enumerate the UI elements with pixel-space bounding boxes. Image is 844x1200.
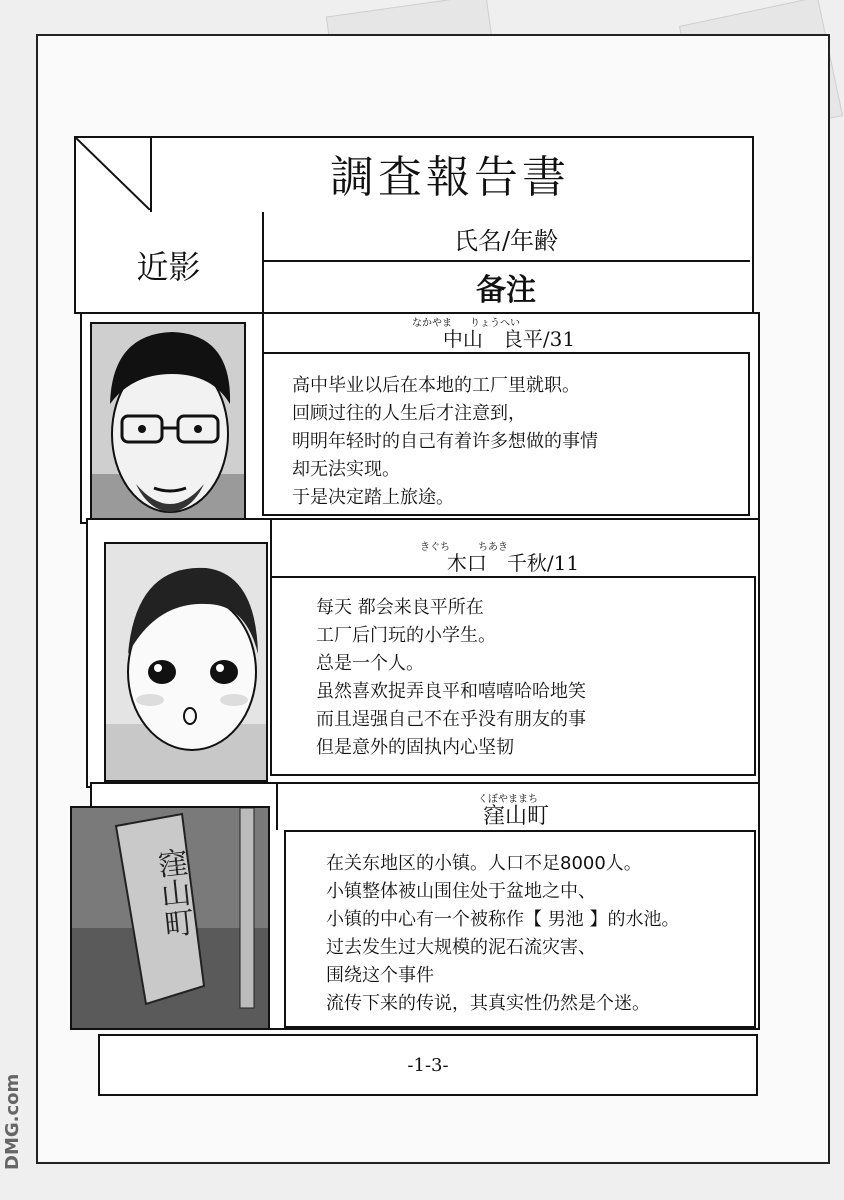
entry-divider (270, 518, 272, 576)
report-title: 調査報告書 (330, 152, 570, 203)
town-sign-photo (70, 806, 270, 1030)
note-line: 过去发生过大规模的泥石流灾害、 (326, 937, 596, 958)
girl-portrait-icon (106, 544, 266, 780)
page-number: -1-3- (98, 1034, 758, 1096)
entry-name: 木口 千秋/11 (446, 551, 580, 575)
watermark-logo: DMG.com (2, 1073, 23, 1170)
note-line: 每天 都会来良平所在 (316, 597, 484, 618)
note-line: 明明年轻时的自己有着许多想做的事情 (292, 431, 598, 452)
entry-furigana: ちあき (478, 542, 508, 553)
note-line: 流传下来的传说，其真实性仍然是个迷。 (326, 993, 650, 1014)
entry-furigana: りょうへい (470, 318, 520, 329)
sign-text: 窪山町 (150, 846, 195, 940)
note-line: 虽然喜欢捉弄良平和嘻嘻哈哈地笑 (316, 681, 586, 702)
man-portrait-icon (92, 324, 244, 528)
note-line: 小镇整体被山围住处于盆地之中、 (326, 881, 596, 902)
header-name-age-label: 氏名/年齢 (453, 226, 559, 255)
entry-notes (270, 576, 756, 776)
note-line: 小镇的中心有一个被称作【 男池 】的水池。 (326, 909, 680, 930)
note-line: 工厂后门玩的小学生。 (316, 625, 496, 646)
note-line: 但是意外的固执内心坚韧 (316, 737, 514, 758)
note-line: 而且逞强自己不在乎没有朋友的事 (316, 709, 586, 730)
note-line: 在关东地区的小镇。人口不足8000人。 (326, 853, 642, 874)
note-line: 高中毕业以后在本地的工厂里就职。 (292, 375, 580, 396)
header-photo-label: 近影 (136, 248, 201, 286)
entry-name: 窪山町 (482, 804, 549, 829)
portrait-photo (104, 542, 268, 782)
portrait-photo (90, 322, 246, 530)
entry-notes (262, 352, 750, 516)
note-line: 于是决定踏上旅途。 (292, 487, 454, 508)
entry-name: 中山 良平/31 (442, 327, 576, 351)
note-line: 总是一个人。 (316, 653, 424, 674)
entry-notes (284, 830, 756, 1028)
entry-furigana: なかやま (412, 318, 452, 329)
corner-slash-icon (76, 138, 150, 210)
entry-divider (262, 312, 264, 352)
entry-furigana: きぐち (420, 542, 450, 553)
header-notes-label: 备注 (476, 273, 536, 308)
entry-furigana: くぼやままち (478, 794, 538, 805)
note-line: 回顾过往的人生后才注意到， (292, 403, 526, 424)
entry-divider (276, 782, 278, 830)
note-line: 围绕这个事件 (326, 965, 434, 986)
note-line: 却无法实现。 (292, 459, 400, 480)
